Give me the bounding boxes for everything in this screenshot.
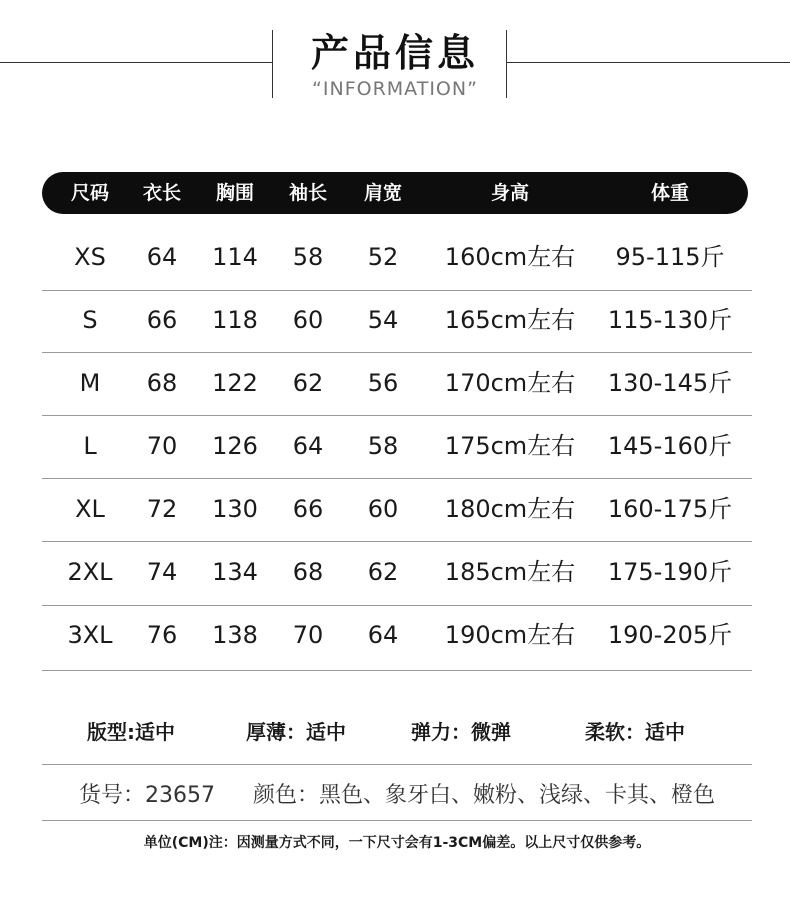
col-header-sleeve: 袖长	[288, 182, 328, 204]
cell-height: 175cm左右	[444, 432, 576, 460]
section-divider	[42, 820, 752, 821]
table-row	[42, 352, 748, 415]
cell-chest: 118	[212, 306, 258, 334]
cell-length: 72	[146, 495, 178, 523]
item-number: 货号：23657	[78, 783, 215, 808]
color-options: 颜色：黑色、象牙白、嫩粉、浅绿、卡其、橙色	[252, 783, 715, 808]
cell-sleeve: 68	[292, 558, 324, 586]
product-info	[42, 775, 752, 817]
cell-size: XS	[74, 243, 106, 271]
cell-weight: 95-115斤	[615, 243, 725, 271]
cell-height: 190cm左右	[444, 621, 576, 649]
cell-weight: 145-160斤	[607, 432, 733, 460]
cell-size: 3XL	[67, 621, 113, 649]
cell-weight: 115-130斤	[607, 306, 733, 334]
cell-sleeve: 66	[292, 495, 324, 523]
size-table-header	[42, 172, 748, 214]
cell-size: XL	[75, 495, 105, 523]
title-right-rule	[506, 62, 790, 63]
table-row	[42, 289, 748, 352]
page-title: 产品信息	[310, 31, 479, 75]
table-row	[42, 415, 748, 478]
fabric-attributes	[0, 710, 790, 754]
cell-length: 64	[146, 243, 178, 271]
table-row	[42, 478, 748, 541]
cell-sleeve: 70	[292, 621, 324, 649]
cell-sleeve: 58	[292, 243, 324, 271]
cell-shoulder: 58	[367, 432, 399, 460]
cell-chest: 134	[212, 558, 258, 586]
col-header-weight: 体重	[650, 182, 690, 204]
measurement-note: 单位(CM)注：因测量方式不同，一下尺寸会有1-3CM偏差。以上尺寸仅供参考。	[143, 835, 651, 851]
table-row	[42, 226, 748, 289]
cell-size: M	[79, 369, 101, 397]
cell-length: 68	[146, 369, 178, 397]
cell-size: S	[82, 306, 98, 334]
cell-shoulder: 54	[367, 306, 399, 334]
table-row	[42, 604, 748, 667]
col-header-length: 衣长	[142, 182, 182, 204]
row-divider	[42, 670, 752, 671]
attr-fit: 版型:适中	[87, 720, 175, 744]
cell-shoulder: 56	[367, 369, 399, 397]
attr-softness: 柔软：适中	[585, 720, 685, 744]
cell-chest: 126	[212, 432, 258, 460]
cell-weight: 130-145斤	[607, 369, 733, 397]
title-right-bracket	[506, 30, 507, 98]
attr-thickness: 厚薄：适中	[246, 720, 346, 744]
cell-sleeve: 62	[292, 369, 324, 397]
title-left-rule	[0, 62, 272, 63]
cell-height: 170cm左右	[444, 369, 576, 397]
col-header-size: 尺码	[70, 182, 110, 204]
cell-height: 185cm左右	[444, 558, 576, 586]
cell-length: 66	[146, 306, 178, 334]
cell-chest: 122	[212, 369, 258, 397]
cell-height: 165cm左右	[444, 306, 576, 334]
cell-length: 74	[146, 558, 178, 586]
col-header-height: 身高	[490, 182, 530, 204]
cell-shoulder: 52	[367, 243, 399, 271]
cell-sleeve: 60	[292, 306, 324, 334]
table-row	[42, 541, 748, 604]
col-header-shoulder: 肩宽	[363, 182, 403, 204]
cell-chest: 130	[212, 495, 258, 523]
cell-length: 76	[146, 621, 178, 649]
page-subtitle: “INFORMATION”	[312, 78, 478, 100]
cell-size: 2XL	[67, 558, 113, 586]
cell-shoulder: 64	[367, 621, 399, 649]
col-header-chest: 胸围	[215, 182, 255, 204]
cell-length: 70	[146, 432, 178, 460]
title-left-bracket	[272, 30, 273, 98]
cell-weight: 160-175斤	[607, 495, 733, 523]
section-divider	[42, 764, 752, 765]
cell-height: 160cm左右	[444, 243, 576, 271]
cell-sleeve: 64	[292, 432, 324, 460]
cell-size: L	[83, 432, 97, 460]
cell-chest: 114	[212, 243, 258, 271]
cell-weight: 190-205斤	[607, 621, 733, 649]
cell-shoulder: 60	[367, 495, 399, 523]
cell-weight: 175-190斤	[607, 558, 733, 586]
attr-elasticity: 弹力：微弹	[411, 720, 511, 744]
cell-shoulder: 62	[367, 558, 399, 586]
cell-height: 180cm左右	[444, 495, 576, 523]
cell-chest: 138	[212, 621, 258, 649]
